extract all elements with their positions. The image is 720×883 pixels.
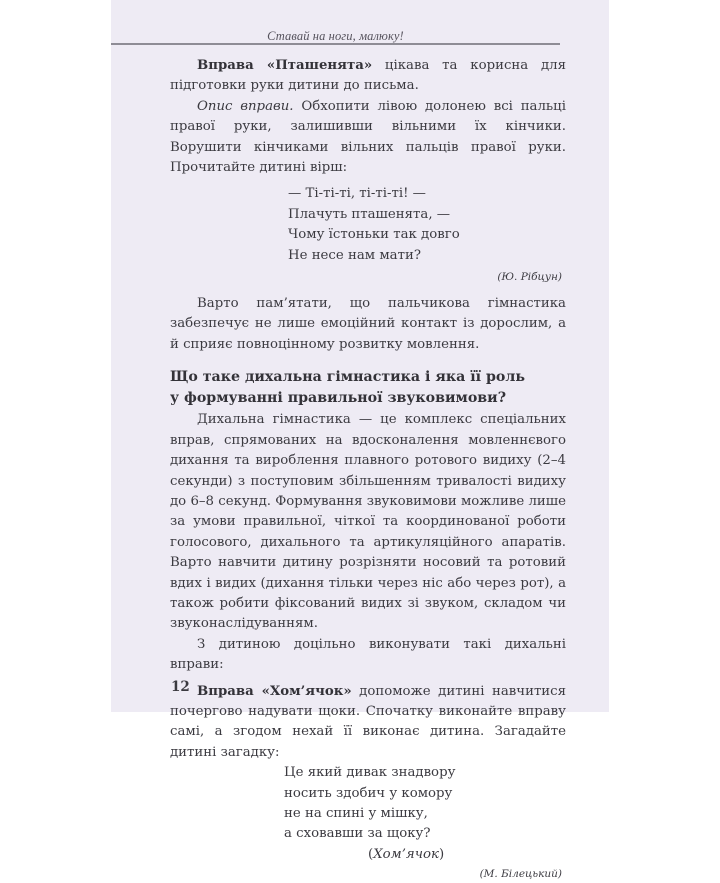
riddle-line: Це який дивак знадвору (284, 765, 456, 781)
exercise-chicks-intro (170, 56, 566, 97)
section-heading-line: у формуванні правильної звуковимови? (170, 389, 507, 406)
running-head: Ставай на ноги, малюку! (267, 29, 404, 43)
spacer (170, 355, 566, 361)
exercise-chicks-title: Вправа «Пташенята» (197, 58, 373, 73)
riddle-author: (М. Білецький) (479, 868, 562, 881)
poem-line: Не несе нам мати? (288, 247, 421, 263)
exercise-hamster-text: допоможе дитині навчитися почергово надувати щоки. Спочатку виконайте вправу самі, а згодом нехай її виконає дитина. Загадайте дитині загадку: (170, 683, 566, 760)
poem-line: Чому їстоньки так довго (288, 227, 460, 243)
poem-line: Плачуть пташенята, — (288, 206, 451, 222)
riddle-hamster (284, 763, 566, 845)
riddle-line: а сховавши за щоку? (284, 826, 431, 842)
finger-gymnastics-paragraph: Варто пам’ятати, що пальчикова гімнастика забезпечує не лише емоційний контакт із дорослим, а й сприяє повноцінному розвитку мовлення. (170, 296, 566, 352)
riddle-line: носить здобич у комору (284, 785, 453, 801)
poem-line: — Ті-ті-ті, ті-ті-ті! — (288, 186, 426, 202)
riddle-line: не на спині у мішку, (284, 806, 428, 821)
exercise-chicks-description (170, 97, 566, 179)
description-text: Обхопити лівою долонею всі пальці правої руки, залишивши вільними їх кінчики. Ворушити кінчиками вільних пальців правої руки. Прочитайте дитині вірш: (170, 98, 566, 176)
header-rule (111, 43, 560, 45)
breathing-gymnastics-paragraph: Дихальна гімнастика — це комплекс спеціальних вправ, спрямованих на вдосконалення мовленнєвого дихання та вироблення плавного ротового видиху (2–4 секунди) з поступовим збільшенням тривалості видиху до 6–8 секунд. Формування звуковимови можливе лише за умови правильної, чіткої та координованої роботи голосового, дихального та артикуляційного апаратів. Варто навчити дитину розрізняти носовий та ротовий вдих і видих (дихання тільки через ніс або через рот), а також робити фіксований видих зі звуком, складом чи звуконаслідуванням. (170, 412, 566, 632)
description-label: Опис вправи. (197, 98, 294, 114)
section-heading (170, 367, 566, 408)
exercise-hamster (170, 682, 566, 764)
page-number: 12 (171, 679, 190, 695)
riddle-answer-word: Хом’ячок (373, 846, 439, 862)
page-body (170, 56, 566, 883)
paren-open: ( (368, 846, 374, 862)
exercise-hamster-title: Вправа «Хом’ячок» (197, 683, 352, 699)
poem-chicks (288, 184, 566, 266)
riddle-answer (170, 845, 566, 865)
exercise-chicks-intro-text: цікава та корисна для підготовки руки дитини до письма. (170, 58, 566, 94)
poem-author: (Ю. Рібцун) (497, 271, 562, 284)
section-heading-line: Що таке дихальна гімнастика і яка її роль (170, 369, 525, 386)
paren-close: ) (438, 846, 445, 862)
breathing-exercises-intro: З дитиною доцільно виконувати такі дихальні вправи: (170, 636, 566, 673)
